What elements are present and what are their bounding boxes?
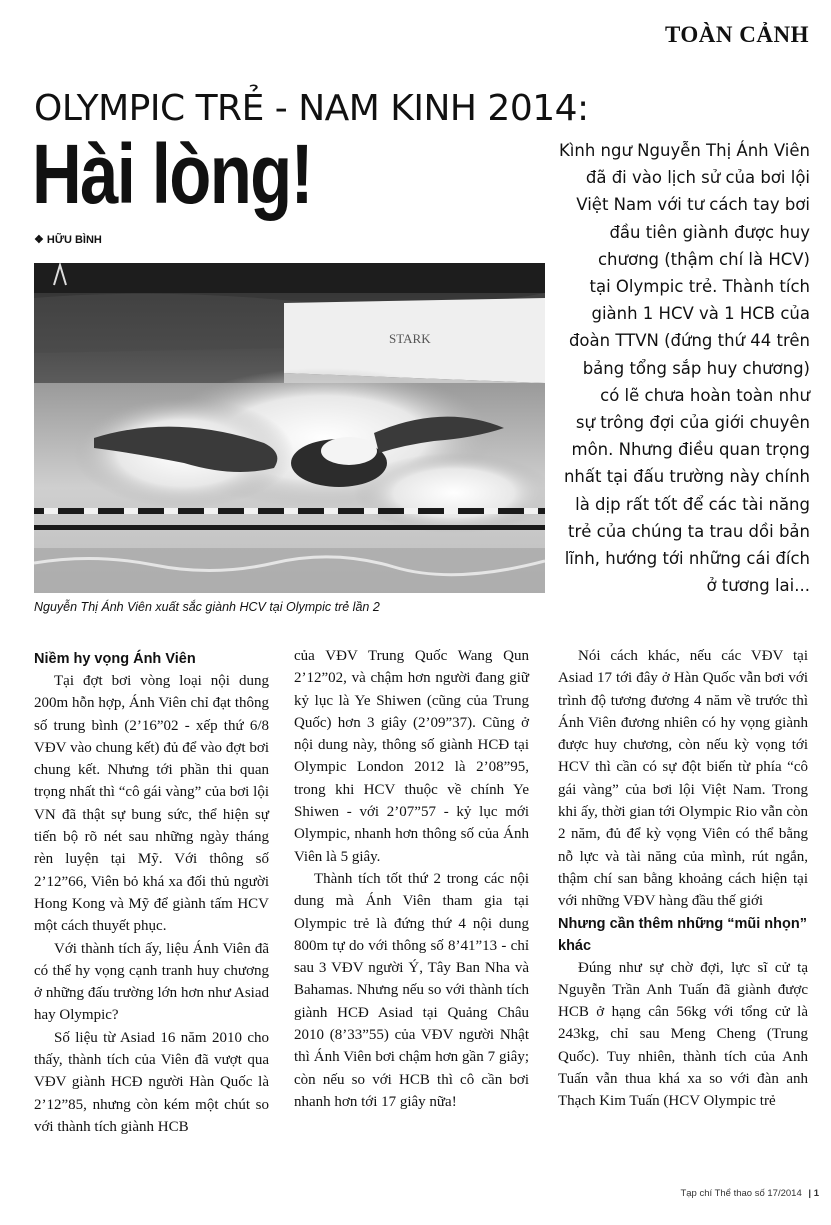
lead-line: là dịp rất tốt để các tài năng [575, 494, 810, 514]
page-footer [680, 1188, 819, 1199]
article-photo [34, 263, 545, 593]
section-label: TOÀN CẢNH [664, 22, 809, 47]
lead-line: chương (thậm chí là HCV) [597, 249, 810, 269]
article-headline: Hài lòng! [32, 127, 312, 221]
lead-line: tại Olympic trẻ. Thành tích [589, 277, 810, 297]
subheading: Nhưng cần thêm những “mũi nhọn” khác [558, 915, 807, 954]
lead-line: giành 1 HCV và 1 HCB của [591, 304, 810, 324]
body-paragraph: Số liệu từ Asiad 16 năm 2010 cho thấy, thành tích của Viên đã vượt qua VĐV giành HCĐ người Hàn Quốc là 2’12”85, nhưng còn kém một chút so với thành tích giành HCB [34, 1029, 269, 1135]
lead-line: Kình ngư Nguyễn Thị Ánh Viên [558, 141, 810, 160]
lead-line: bảng tổng sắp huy chương) [582, 358, 810, 378]
body-column-3 [558, 645, 808, 1113]
body-column-2 [294, 645, 529, 1113]
body-paragraph: Nói cách khác, nếu các VĐV tại Asiad 17 tới đây ở Hàn Quốc vẫn bơi với trình độ tương đương 4 năm về trước thì Ánh Viên đương nhiên có hy vọng giành được huy chương, còn nếu kỳ vọng tới HCV thì cần có sự đột biến từ phía “cô gái vàng” của bơi lội Việt Nam. Trong khi ấy, thời gian tới Olympic Rio vẫn còn 2 năm, đủ để kỳ vọng Viên có thể bằng nỗ lực và tài năng của mình, rút ngắn, thậm chí san bằng khoảng cách hiện tại với những VĐV hàng đầu thế giới [558, 648, 808, 910]
photo-caption: Nguyễn Thị Ánh Viên xuất sắc giành HCV tại Olympic trẻ lần 2 [34, 600, 380, 614]
body-paragraph: Tại đợt bơi vòng loại nội dung 200m hỗn hợp, Ánh Viên chỉ đạt thông số trung bình (2’16”02 - xếp thứ 6/8 VĐV vào chung kết) đủ để vào đợt bơi chung kết. Nhưng tới phần thi quan trọng nhất thì “cô gái vàng” của bơi lội VN đã thật sự bung sức, thể hiện sự tiến bộ rõ nét sau những ngày tháng rèn luyện tại Mỹ. Với thông số 2’12”66, Viên bỏ khá xa đối thủ người Hong Kong và Mỹ để giành tấm HCV một cách thuyết phục. [34, 673, 269, 935]
page-number: | 1 [808, 1188, 819, 1199]
lead-line: Việt Nam với tư cách tay bơi [576, 195, 810, 215]
lead-line: đoàn TTVN (đứng thứ 44 trên [568, 331, 810, 351]
starting-block-sign: STARK [389, 331, 431, 346]
article-kicker: OLYMPIC TRẺ - NAM KINH 2014: [34, 88, 589, 129]
lead-line: môn. Nhưng điều quan trọng [571, 440, 810, 460]
body-paragraph: của VĐV Trung Quốc Wang Qun 2’12”02, và chậm hơn người đang giữ kỷ lục là Ye Shiwen (cũng của Trung Quốc) hơn 3 giây (2’09”37). Cũng ở nội dung này, thông số giành HCĐ tại Olympic London 2012 là 2’08”95, trong khi HCV thuộc về chính Ye Shiwen - với 2’07”57 - kỷ lục mới Olympic, nhanh hơn thông số của Ánh Viên là 5 giây. [294, 648, 529, 865]
lead-line: lĩnh, hướng tới những cái đích [564, 549, 810, 569]
body-paragraph: Với thành tích ấy, liệu Ánh Viên đã có thể hy vọng cạnh tranh huy chương ở những đấu trường lớn hơn như Asiad hay Olympic? [34, 940, 269, 1024]
author-name: HỮU BÌNH [46, 234, 102, 246]
lead-line: ở tương lai... [706, 576, 810, 596]
lead-line: trẻ của chúng ta trau dồi bản [567, 521, 810, 541]
body-paragraph: Đúng như sự chờ đợi, lực sĩ cử tạ Nguyễn Trần Anh Tuấn đã giành được HCB ở hạng cân 56kg với tổng cử là 243kg, chỉ sau Meng Cheng (Trung Quốc). Tuy nhiên, thành tích của Anh Tuấn vẫn thua khá xa so với đàn anh Thạch Kim Tuấn (HCV Olympic trẻ [558, 959, 808, 1110]
lead-line: đã đi vào lịch sử của bơi lội [585, 168, 810, 188]
lead-line: đầu tiên giành được huy [609, 222, 810, 242]
lead-line: nhất tại đấu trường này chính [563, 467, 810, 487]
lead-paragraph [556, 137, 810, 599]
lead-line: có lẽ chưa hoàn toàn như [600, 385, 810, 405]
lead-line: sự trông đợi của giới chuyên [575, 413, 810, 433]
subheading: Niềm hy vọng Ánh Viên [34, 651, 196, 667]
byline [34, 233, 102, 246]
footer-text: Tạp chí Thể thao số 17/2014 [680, 1188, 802, 1199]
body-paragraph: Thành tích tốt thứ 2 trong các nội dung mà Ánh Viên tham gia tại Olympic trẻ là đứng thứ 4 nội dung 800m tự do với thông số 8’41”13 - chỉ sau 3 VĐV người Ý, Tây Ban Nha và Bahamas. Nhưng nếu so với thành tích giành HCĐ Asiad tại Quảng Châu 2010 (8’33”55) của VĐV người Nhật thì Ánh Viên bơi chậm hơn gần 7 giây; còn nếu so với HCB thì cô cần bơi nhanh hơn tới 17 giây nữa! [294, 870, 529, 1110]
body-column-1 [34, 648, 269, 1138]
diamond-bullet-icon: ❖ [34, 234, 44, 246]
